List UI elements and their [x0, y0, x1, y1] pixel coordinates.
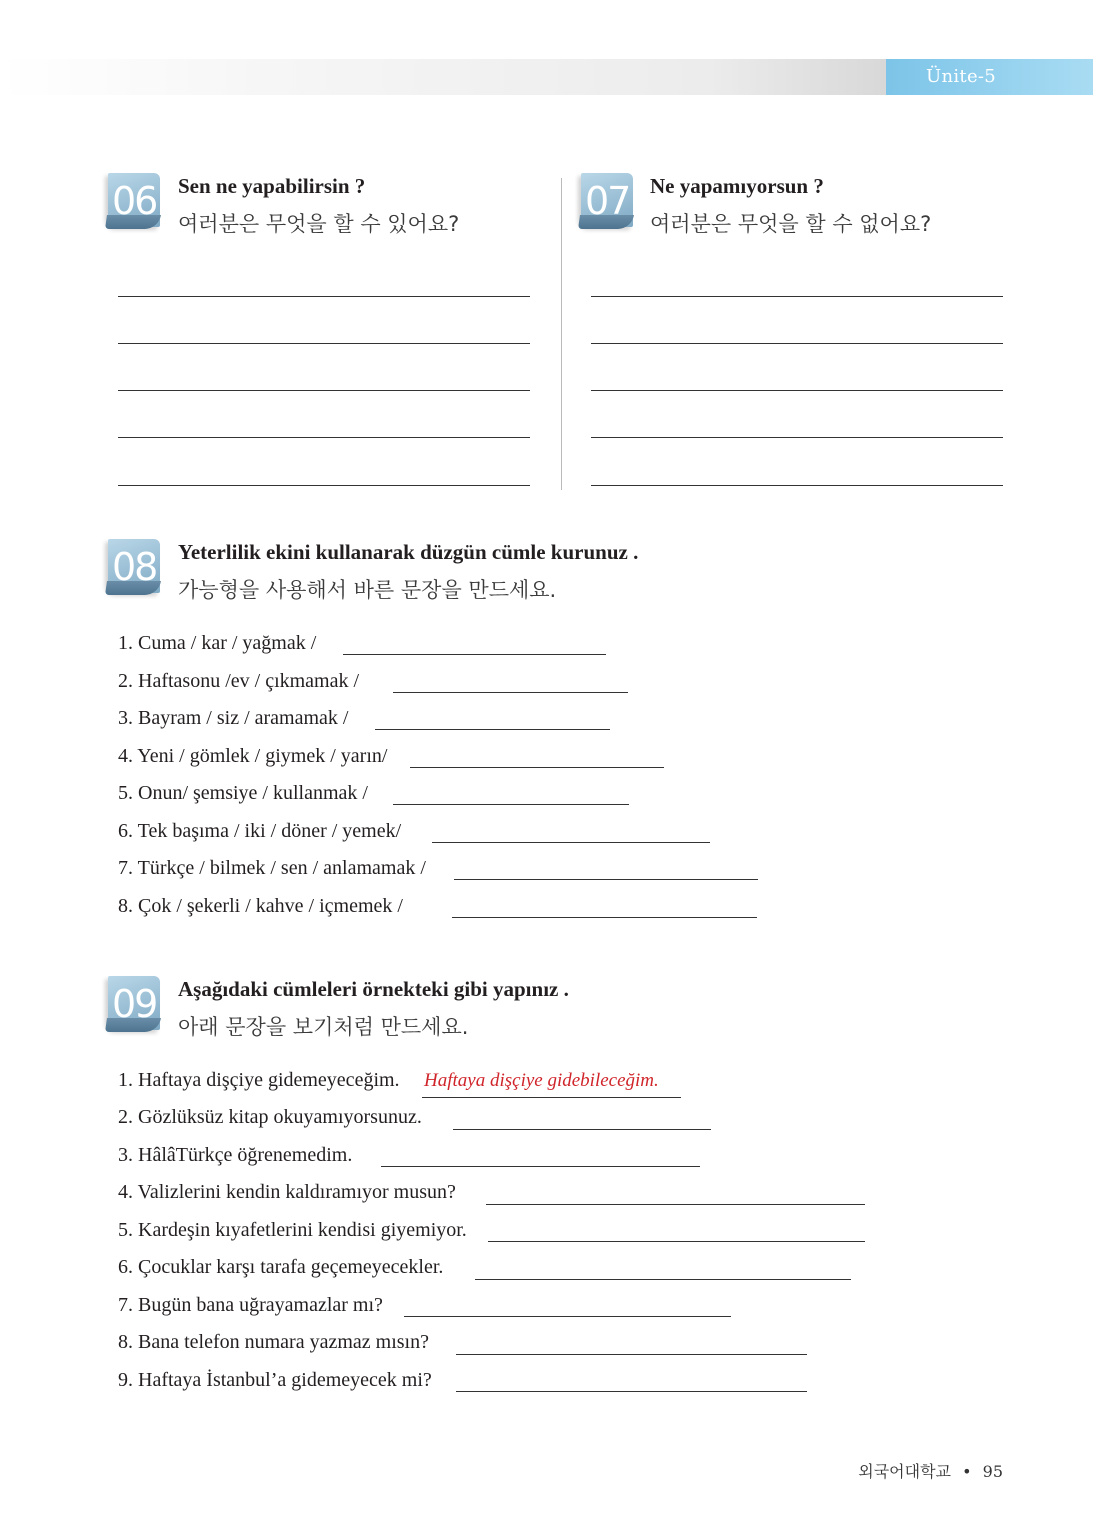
- question-title-06: Sen ne yapabilirsin ?: [178, 174, 366, 198]
- header-bar: [0, 59, 886, 95]
- question-title-07: Ne yapamıyorsun ?: [650, 174, 824, 198]
- question-subtitle-08: 가능형을 사용해서 바른 문장을 만드세요.: [178, 578, 557, 602]
- answer-blank[interactable]: [456, 1354, 807, 1355]
- answer-blank[interactable]: [486, 1204, 865, 1205]
- exercise-item: 7. Bugün bana uğrayamazlar mı?: [118, 1294, 383, 1316]
- answer-blank[interactable]: [453, 1129, 711, 1130]
- answer-blank[interactable]: [393, 692, 628, 693]
- answer-blank[interactable]: [452, 917, 757, 918]
- answer-line[interactable]: [591, 437, 1003, 438]
- answer-blank[interactable]: [475, 1279, 851, 1280]
- exercise-item: 8. Bana telefon numara yazmaz mısın?: [118, 1331, 429, 1353]
- unit-label: Ünite-5: [926, 66, 997, 87]
- answer-blank[interactable]: [410, 767, 664, 768]
- answer-line[interactable]: [591, 296, 1003, 297]
- answer-blank[interactable]: [343, 654, 606, 655]
- answer-line[interactable]: [118, 485, 530, 486]
- column-divider: [561, 178, 562, 490]
- question-number: 08: [112, 545, 157, 589]
- question-subtitle-09: 아래 문장을 보기처럼 만드세요.: [178, 1015, 469, 1039]
- question-subtitle-06: 여러분은 무엇을 할 수 있어요?: [178, 212, 460, 236]
- page-footer: [858, 1459, 1003, 1482]
- answer-blank[interactable]: [454, 879, 758, 880]
- question-subtitle-07: 여러분은 무엇을 할 수 없어요?: [650, 212, 932, 236]
- answer-line[interactable]: [591, 485, 1003, 486]
- answer-line[interactable]: [118, 437, 530, 438]
- exercise-item: 1. Cuma / kar / yağmak /: [118, 632, 317, 654]
- footer-separator: •: [962, 1462, 972, 1481]
- exercise-item: 4. Valizlerini kendin kaldıramıyor musun?: [118, 1181, 456, 1203]
- exercise-item: 2. Gözlüksüz kitap okuyamıyorsunuz.: [118, 1106, 422, 1128]
- unit-tab: [886, 59, 1093, 95]
- example-answer: Haftaya dişçiye gidebileceğim.: [424, 1070, 659, 1091]
- exercise-item: 4. Yeni / gömlek / giymek / yarın/: [118, 745, 388, 767]
- answer-blank[interactable]: [381, 1166, 700, 1167]
- question-number: 09: [112, 982, 157, 1026]
- answer-line[interactable]: [118, 343, 530, 344]
- exercise-item: 2. Haftasonu /ev / çıkmamak /: [118, 670, 360, 692]
- exercise-item: 7. Türkçe / bilmek / sen / anlamamak /: [118, 857, 426, 879]
- exercise-item: 5. Onun/ şemsiye / kullanmak /: [118, 782, 368, 804]
- exercise-item: 5. Kardeşin kıyafetlerini kendisi giyemiyor.: [118, 1219, 467, 1241]
- exercise-item: 3. HâlâTürkçe öğrenemedim.: [118, 1144, 353, 1166]
- question-number: 06: [112, 179, 157, 223]
- exercise-item: 8. Çok / şekerli / kahve / içmemek /: [118, 895, 403, 917]
- exercise-item: 6. Tek başıma / iki / döner / yemek/: [118, 820, 402, 842]
- exercise-item: 1. Haftaya dişçiye gidemeyeceğim.: [118, 1069, 400, 1091]
- page-number: 95: [982, 1462, 1003, 1481]
- exercise-item: 6. Çocuklar karşı tarafa geçemeyecekler.: [118, 1256, 444, 1278]
- question-number-badge-08: [104, 533, 160, 595]
- answer-line[interactable]: [118, 296, 530, 297]
- question-title-09: Aşağıdaki cümleleri örnekteki gibi yapınız .: [178, 977, 569, 1001]
- answer-blank[interactable]: [456, 1391, 807, 1392]
- answer-line[interactable]: [591, 390, 1003, 391]
- question-number: 07: [585, 179, 630, 223]
- answer-blank[interactable]: [404, 1316, 731, 1317]
- answer-blank[interactable]: [422, 1097, 681, 1098]
- answer-line[interactable]: [118, 390, 530, 391]
- question-number-badge-06: [104, 167, 160, 229]
- answer-line[interactable]: [591, 343, 1003, 344]
- exercise-item: 3. Bayram / siz / aramamak /: [118, 707, 349, 729]
- answer-blank[interactable]: [488, 1241, 865, 1242]
- answer-blank[interactable]: [375, 729, 610, 730]
- answer-blank[interactable]: [432, 842, 710, 843]
- school-name: 외국어대학교: [858, 1462, 952, 1481]
- question-title-08: Yeterlilik ekini kullanarak düzgün cümle kurunuz .: [178, 540, 639, 564]
- answer-blank[interactable]: [393, 804, 629, 805]
- question-number-badge-09: [104, 970, 160, 1032]
- exercise-item: 9. Haftaya İstanbul’a gidemeyecek mi?: [118, 1369, 432, 1391]
- question-number-badge-07: [577, 167, 633, 229]
